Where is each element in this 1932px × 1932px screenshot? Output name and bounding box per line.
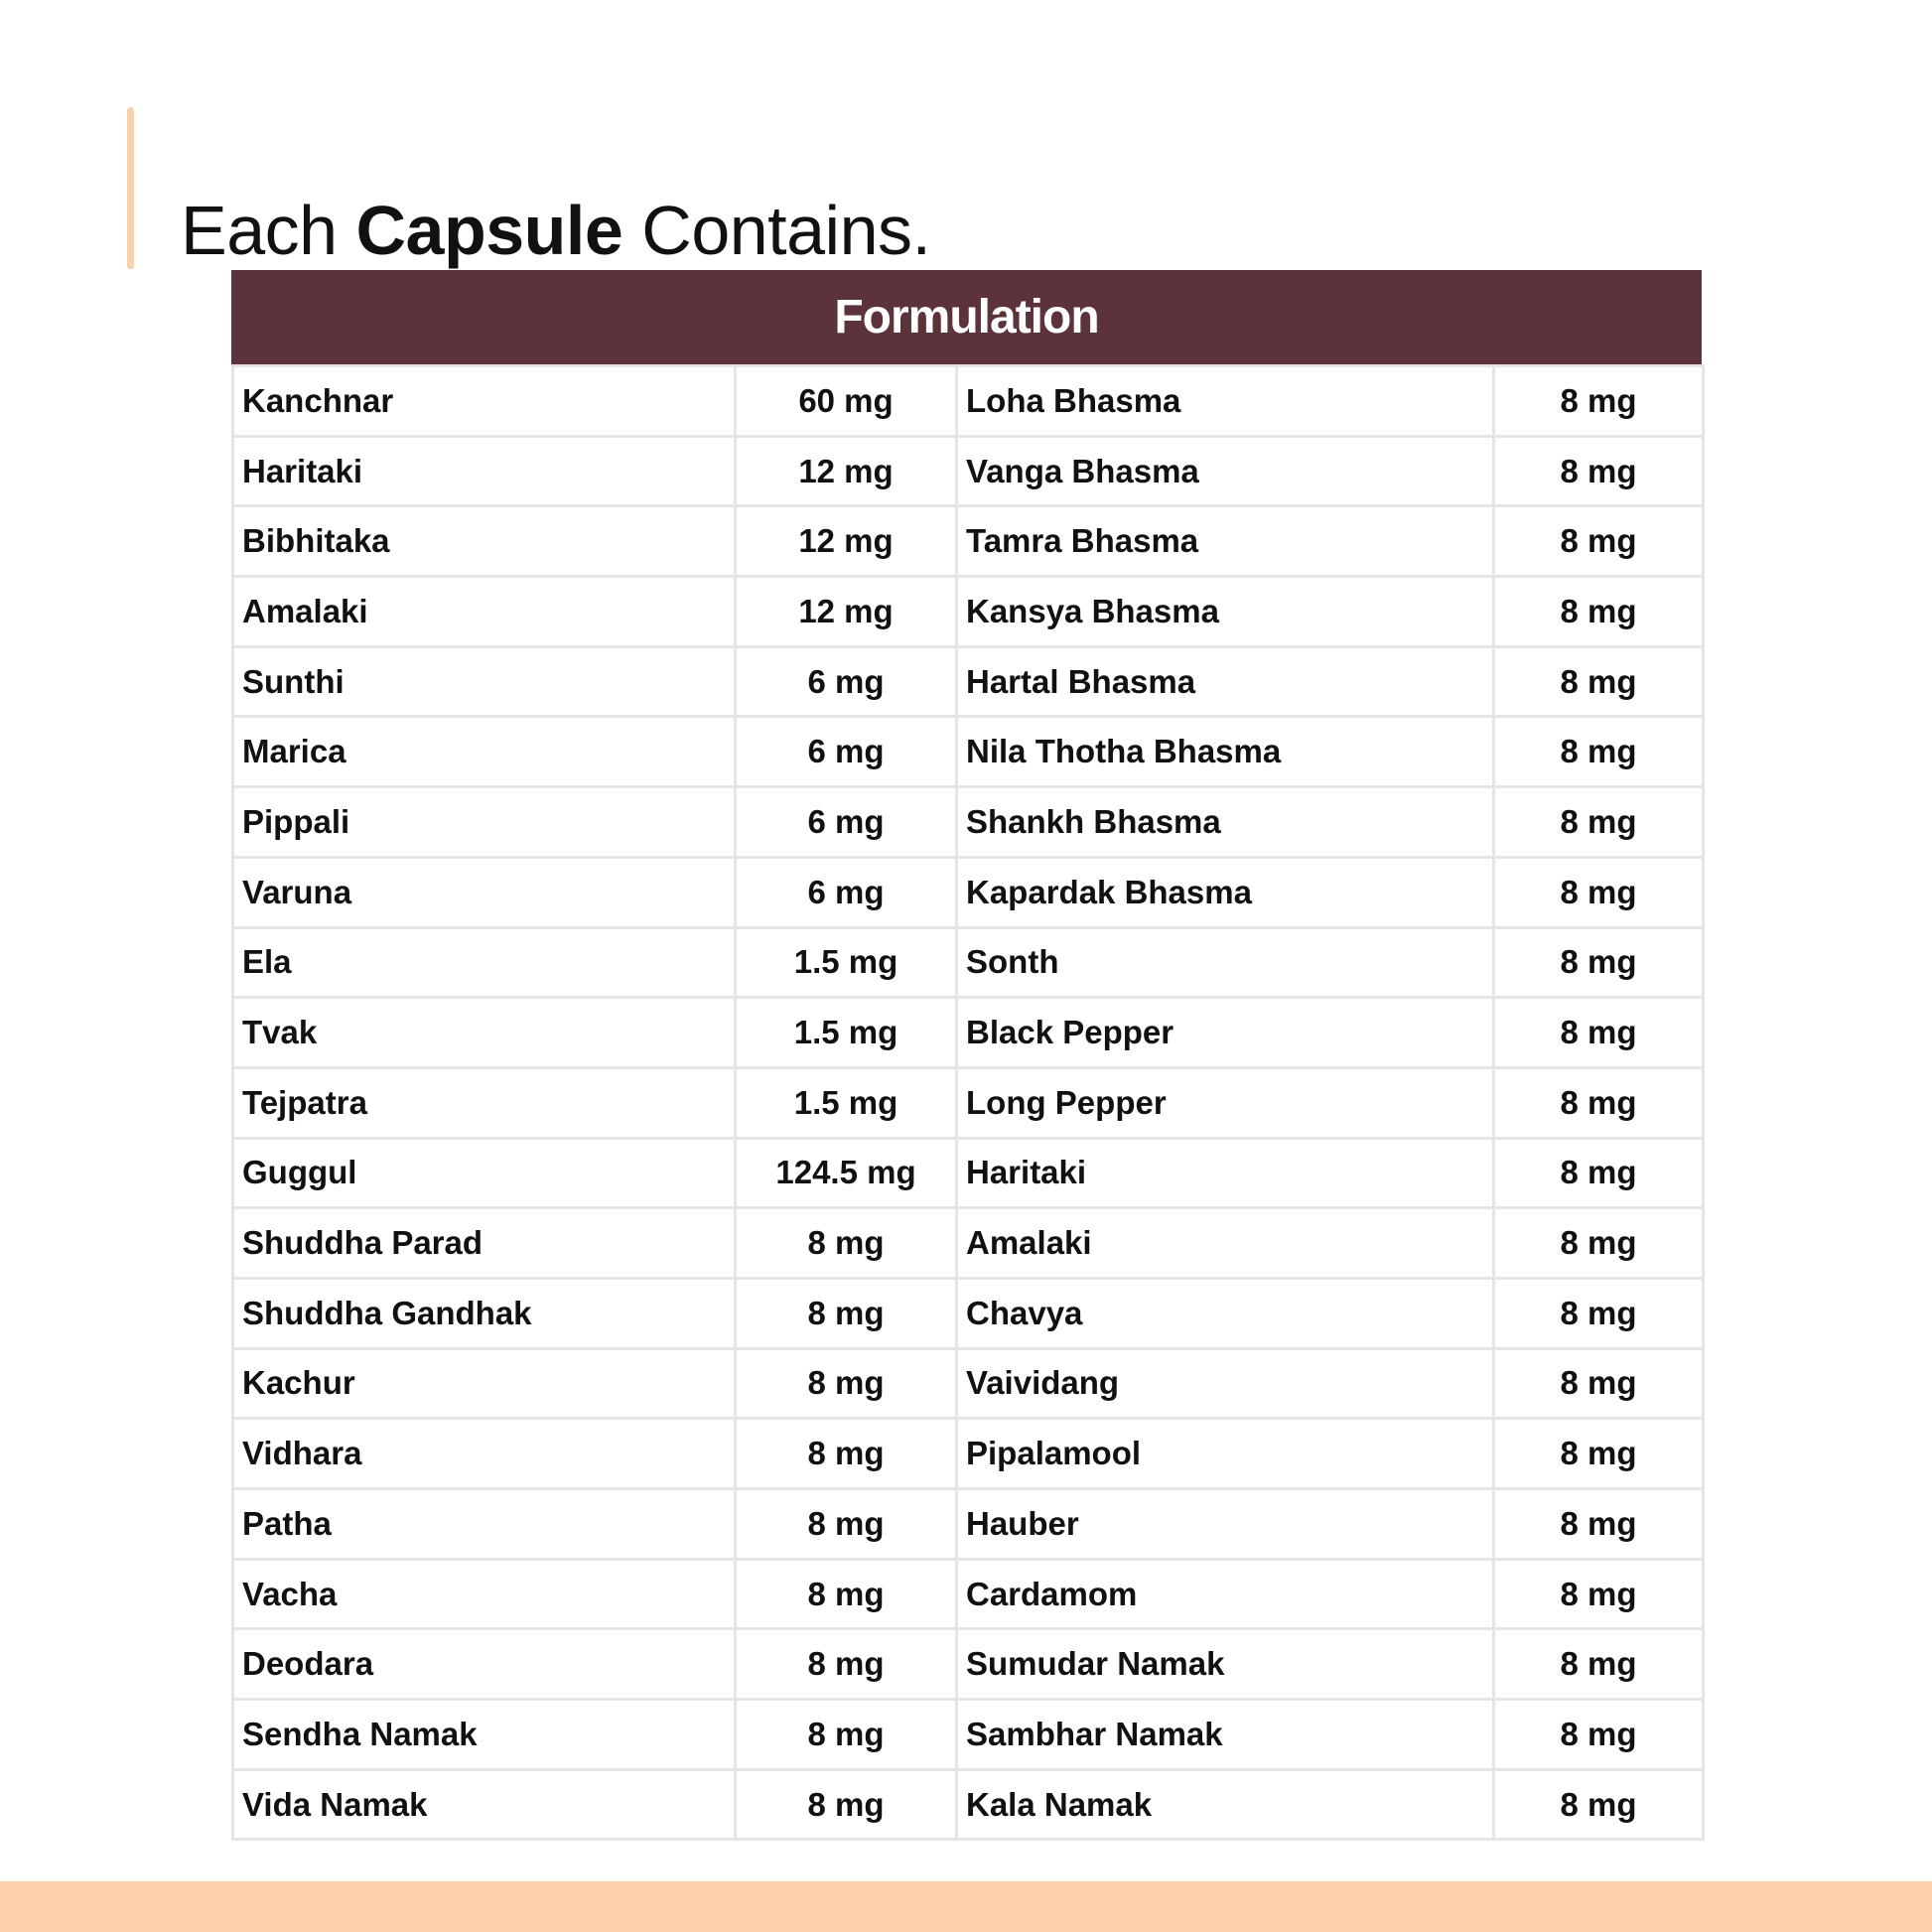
ingredient-name: Amalaki (233, 577, 736, 647)
ingredient-quantity: 8 mg (736, 1348, 957, 1419)
ingredient-quantity: 8 mg (1494, 787, 1704, 858)
table-row (233, 787, 1704, 858)
ingredient-name: Tvak (233, 998, 736, 1068)
ingredient-quantity: 8 mg (1494, 717, 1704, 787)
ingredient-name: Shuddha Gandhak (233, 1278, 736, 1348)
table-row (233, 927, 1704, 998)
table-row (233, 1278, 1704, 1348)
footer-band (0, 1881, 1932, 1932)
ingredient-name: Hartal Bhasma (957, 646, 1494, 717)
table-row (233, 1559, 1704, 1629)
ingredient-name: Vidhara (233, 1419, 736, 1489)
table-row (233, 1419, 1704, 1489)
ingredient-name: Haritaki (233, 436, 736, 506)
ingredient-quantity: 8 mg (1494, 1278, 1704, 1348)
table-row (233, 1138, 1704, 1208)
page-title-suffix: Contains. (622, 191, 931, 269)
ingredient-quantity: 8 mg (1494, 1067, 1704, 1138)
ingredient-name: Hauber (957, 1489, 1494, 1560)
ingredient-name: Shankh Bhasma (957, 787, 1494, 858)
ingredient-name: Amalaki (957, 1208, 1494, 1279)
ingredient-name: Kansya Bhasma (957, 577, 1494, 647)
table-row (233, 436, 1704, 506)
table-row (233, 1348, 1704, 1419)
table-row (233, 1489, 1704, 1560)
ingredient-quantity: 8 mg (736, 1559, 957, 1629)
ingredient-name: Sambhar Namak (957, 1700, 1494, 1770)
ingredient-quantity: 12 mg (736, 506, 957, 577)
ingredient-quantity: 8 mg (736, 1769, 957, 1840)
ingredient-quantity: 8 mg (1494, 857, 1704, 927)
ingredient-name: Tejpatra (233, 1067, 736, 1138)
ingredient-quantity: 8 mg (1494, 1629, 1704, 1700)
ingredient-quantity: 1.5 mg (736, 998, 957, 1068)
ingredient-quantity: 1.5 mg (736, 927, 957, 998)
ingredient-name: Loha Bhasma (957, 366, 1494, 437)
ingredient-name: Marica (233, 717, 736, 787)
table-row (233, 998, 1704, 1068)
ingredient-quantity: 6 mg (736, 857, 957, 927)
table-row (233, 506, 1704, 577)
ingredient-quantity: 8 mg (1494, 1769, 1704, 1840)
ingredient-name: Bibhitaka (233, 506, 736, 577)
ingredient-quantity: 8 mg (1494, 366, 1704, 437)
ingredient-name: Tamra Bhasma (957, 506, 1494, 577)
ingredient-quantity: 8 mg (1494, 436, 1704, 506)
ingredient-quantity: 8 mg (736, 1700, 957, 1770)
ingredient-quantity: 8 mg (1494, 1138, 1704, 1208)
ingredient-quantity: 1.5 mg (736, 1067, 957, 1138)
ingredient-quantity: 8 mg (736, 1489, 957, 1560)
page-title (181, 186, 930, 275)
ingredient-name: Kapardak Bhasma (957, 857, 1494, 927)
ingredient-name: Deodara (233, 1629, 736, 1700)
ingredient-name: Long Pepper (957, 1067, 1494, 1138)
ingredient-quantity: 8 mg (1494, 1208, 1704, 1279)
ingredient-name: Nila Thotha Bhasma (957, 717, 1494, 787)
table-row (233, 717, 1704, 787)
ingredient-name: Vida Namak (233, 1769, 736, 1840)
ingredient-quantity: 60 mg (736, 366, 957, 437)
ingredient-name: Sumudar Namak (957, 1629, 1494, 1700)
ingredient-name: Sonth (957, 927, 1494, 998)
ingredient-quantity: 8 mg (1494, 577, 1704, 647)
table-row (233, 1629, 1704, 1700)
ingredient-name: Sendha Namak (233, 1700, 736, 1770)
ingredient-quantity: 124.5 mg (736, 1138, 957, 1208)
ingredient-quantity: 12 mg (736, 577, 957, 647)
ingredient-name: Vanga Bhasma (957, 436, 1494, 506)
ingredient-quantity: 6 mg (736, 717, 957, 787)
ingredient-name: Kanchnar (233, 366, 736, 437)
heading-accent-bar (127, 107, 134, 269)
table-row (233, 577, 1704, 647)
ingredient-name: Shuddha Parad (233, 1208, 736, 1279)
page-title-emphasis: Capsule (355, 191, 623, 269)
ingredient-quantity: 8 mg (736, 1208, 957, 1279)
ingredient-name: Vaividang (957, 1348, 1494, 1419)
ingredient-name: Guggul (233, 1138, 736, 1208)
ingredient-name: Varuna (233, 857, 736, 927)
table-row (233, 646, 1704, 717)
table-row (233, 1769, 1704, 1840)
formulation-table (231, 270, 1702, 1841)
ingredient-quantity: 8 mg (1494, 1559, 1704, 1629)
ingredient-name: Chavya (957, 1278, 1494, 1348)
ingredient-quantity: 8 mg (736, 1278, 957, 1348)
ingredient-name: Ela (233, 927, 736, 998)
table-title: Formulation (834, 291, 1099, 344)
table-row (233, 1700, 1704, 1770)
ingredient-quantity: 8 mg (1494, 1700, 1704, 1770)
ingredient-name: Cardamom (957, 1559, 1494, 1629)
ingredient-name: Black Pepper (957, 998, 1494, 1068)
ingredient-name: Kala Namak (957, 1769, 1494, 1840)
ingredient-quantity: 6 mg (736, 787, 957, 858)
ingredient-name: Vacha (233, 1559, 736, 1629)
table-body (233, 366, 1704, 1840)
ingredient-quantity: 8 mg (1494, 1348, 1704, 1419)
ingredient-quantity: 12 mg (736, 436, 957, 506)
ingredient-quantity: 8 mg (1494, 998, 1704, 1068)
ingredient-name: Pipalamool (957, 1419, 1494, 1489)
ingredient-quantity: 8 mg (1494, 1489, 1704, 1560)
ingredient-name: Sunthi (233, 646, 736, 717)
ingredient-quantity: 8 mg (736, 1419, 957, 1489)
ingredient-name: Patha (233, 1489, 736, 1560)
ingredient-quantity: 8 mg (1494, 927, 1704, 998)
table-row (233, 1067, 1704, 1138)
ingredient-quantity: 8 mg (736, 1629, 957, 1700)
ingredient-name: Kachur (233, 1348, 736, 1419)
table-row (233, 366, 1704, 437)
table-row (233, 1208, 1704, 1279)
ingredient-quantity: 8 mg (1494, 646, 1704, 717)
ingredient-quantity: 8 mg (1494, 1419, 1704, 1489)
table-row (233, 857, 1704, 927)
ingredient-quantity: 6 mg (736, 646, 957, 717)
ingredient-quantity: 8 mg (1494, 506, 1704, 577)
table-header (231, 270, 1702, 364)
page-title-prefix: Each (181, 191, 356, 269)
ingredient-name: Pippali (233, 787, 736, 858)
ingredient-name: Haritaki (957, 1138, 1494, 1208)
ingredient-table (231, 364, 1705, 1841)
